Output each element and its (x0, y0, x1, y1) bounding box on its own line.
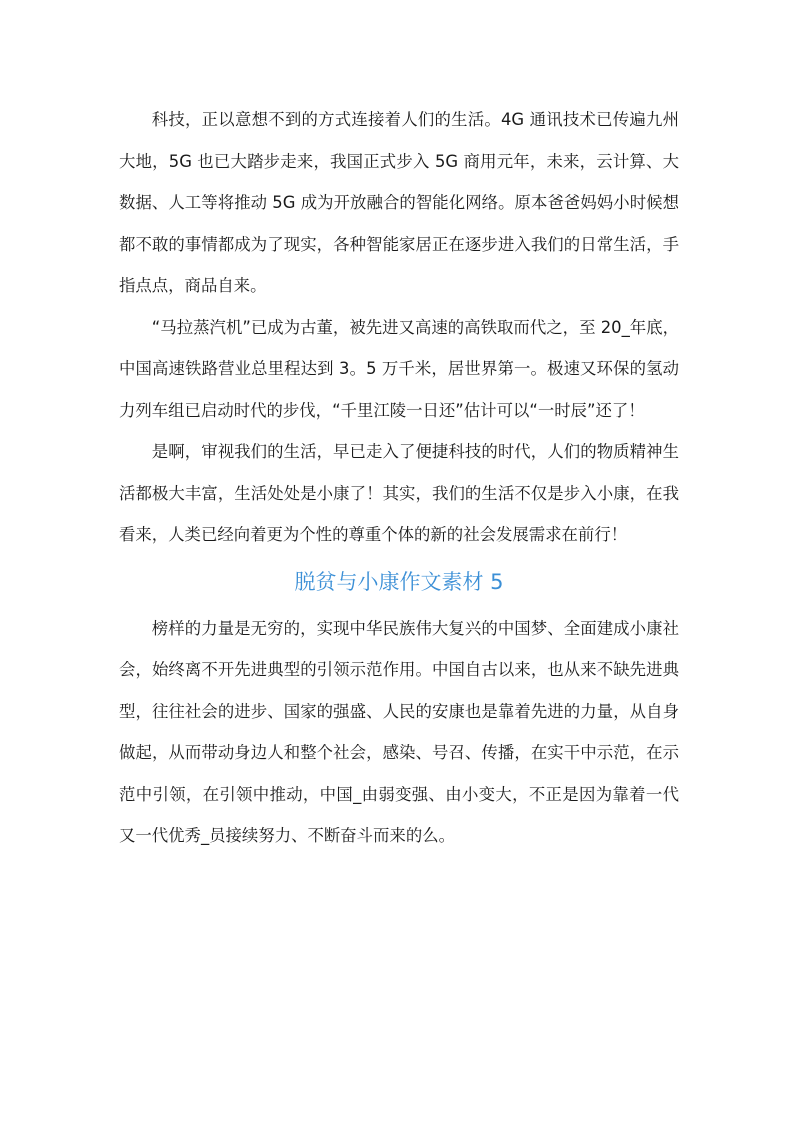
paragraph-role-models: 榜样的力量是无穷的，实现中华民族伟大复兴的中国梦、全面建成小康社会，始终离不开先进典型的引领示范作用。中国自古以来，也从来不缺先进典型，往往社会的进步、国家的强盛、人民的安康也是靠着先进的力量，从自身做起，从而带动身边人和整个社会，感染、号召、传播，在实干中示范，在示范中引领，在引领中推动，中国_由弱变强、由小变大，不正是因为靠着一代又一代优秀_员接续努力、不断奋斗而来的么。 (119, 618, 679, 845)
paragraph-high-speed-rail: “马拉蒸汽机”已成为古董，被先进又高速的高铁取而代之，至 20_年底，中国高速铁路营业总里程达到 3。5 万千米，居世界第一。极速又环保的氢动力列车组已启动时代的步伐，“千里江陵一日还”估计可以“一时辰”还了！ (119, 317, 679, 420)
document-body (119, 99, 679, 857)
paragraph-technology: 科技，正以意想不到的方式连接着人们的生活。4G 通讯技术已传遍九州大地，5G 也已大踏步走来，我国正式步入 5G 商用元年，未来，云计算、大数据、人工等将推动 5G 成为开放融合的智能化网络。原本爸爸妈妈小时候想都不敢的事情都成为了现实，各种智能家居正在逐步进入我们的日常生活，手指点点，商品自来。 (119, 110, 679, 295)
paragraph-convenient-life: 是啊，审视我们的生活，早已走入了便捷科技的时代，人们的物质精神生活都极大丰富，生活处处是小康了！其实，我们的生活不仅是步入小康，在我看来，人类已经向着更为个性的尊重个体的新的社会发展需求在前行！ (119, 442, 679, 544)
section-title: 脱贫与小康作文素材 5 (294, 569, 504, 594)
